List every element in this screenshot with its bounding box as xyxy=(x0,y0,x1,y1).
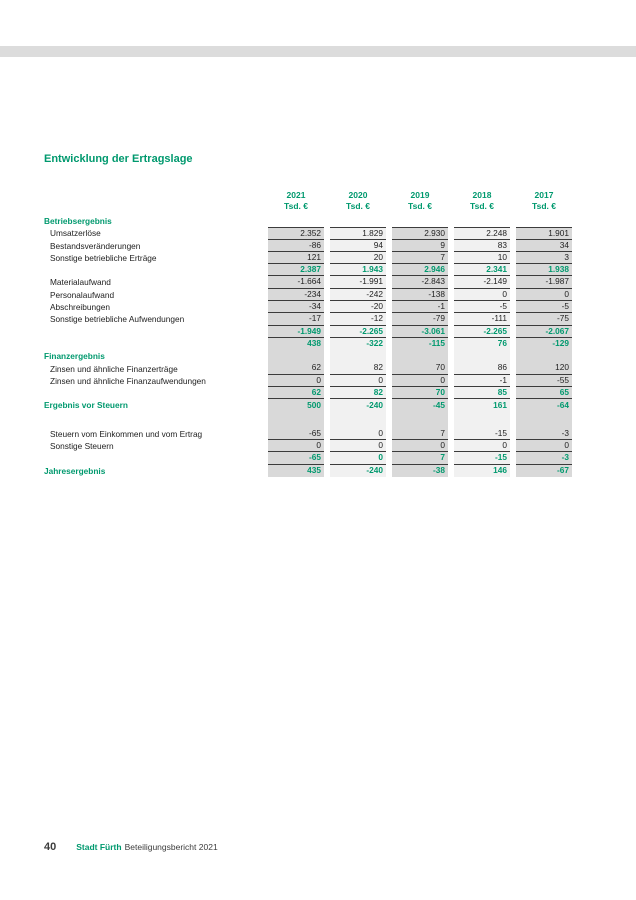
page-title: Entwicklung der Ertragslage xyxy=(44,153,193,166)
table-cell xyxy=(268,350,324,362)
row-label: Steuern vom Einkommen und vom Ertrag xyxy=(50,428,203,439)
table-row xyxy=(44,313,578,325)
footer-brand: Stadt Fürth xyxy=(76,842,122,852)
unit-header: Tsd. € xyxy=(532,201,556,211)
table-cell: 0 xyxy=(516,289,572,301)
row-label: Sonstige betriebliche Erträge xyxy=(50,252,157,263)
table-row xyxy=(44,215,578,227)
unit-header: Tsd. € xyxy=(408,201,432,211)
table-cell: -64 xyxy=(516,399,572,411)
table-cell: 7 xyxy=(392,252,448,264)
table-cell: -1.949 xyxy=(268,326,324,338)
row-label: Sonstige Steuern xyxy=(50,441,114,452)
table-cell: 0 xyxy=(268,375,324,387)
table-cell: 34 xyxy=(516,240,572,252)
table-cell: -45 xyxy=(392,399,448,411)
table-cell: -55 xyxy=(516,375,572,387)
table-cell: -1.991 xyxy=(330,276,386,288)
year-header: 2017 xyxy=(534,190,554,200)
unit-header: Tsd. € xyxy=(470,201,494,211)
table-cell: 70 xyxy=(392,363,448,375)
table-cell xyxy=(330,350,386,362)
row-label: Finanzergebnis xyxy=(44,351,105,362)
table-cell: -3 xyxy=(516,428,572,440)
table-cell: 9 xyxy=(392,240,448,252)
table-cell: 121 xyxy=(268,252,324,264)
table-cell: 0 xyxy=(454,289,510,301)
table-row xyxy=(44,326,578,338)
table-row xyxy=(44,252,578,264)
table-cell: -65 xyxy=(268,452,324,464)
table-row xyxy=(44,452,578,464)
row-label: Umsatzerlöse xyxy=(50,228,101,239)
row-label xyxy=(44,387,268,399)
table-cell xyxy=(516,350,572,362)
table-cell: -2.067 xyxy=(516,326,572,338)
table-cell xyxy=(392,412,448,428)
table-row xyxy=(44,363,578,375)
table-cell: 85 xyxy=(454,387,510,399)
row-label: Zinsen und ähnliche Finanzerträge xyxy=(50,363,178,374)
table-cell: 2.248 xyxy=(454,227,510,239)
year-header: 2020 xyxy=(348,190,368,200)
table-cell: -2.843 xyxy=(392,276,448,288)
unit-header: Tsd. € xyxy=(284,201,308,211)
table-row xyxy=(44,412,578,428)
table-cell: 20 xyxy=(330,252,386,264)
table-cell: 0 xyxy=(392,375,448,387)
row-label xyxy=(44,452,268,464)
table-cell: -115 xyxy=(392,338,448,350)
row-label xyxy=(44,338,268,350)
table-cell xyxy=(454,350,510,362)
table-cell: -1 xyxy=(454,375,510,387)
page-footer xyxy=(44,841,218,853)
row-label: Sonstige betriebliche Aufwendungen xyxy=(50,314,185,325)
table-cell: 0 xyxy=(330,452,386,464)
table-cell: -1.987 xyxy=(516,276,572,288)
row-label: Materialaufwand xyxy=(50,277,111,288)
table-cell xyxy=(268,412,324,428)
table-row xyxy=(44,240,578,252)
table-cell: -1 xyxy=(392,301,448,313)
table-row xyxy=(44,301,578,313)
table-cell: -79 xyxy=(392,313,448,325)
earnings-table xyxy=(44,190,578,477)
table-cell: -34 xyxy=(268,301,324,313)
table-cell: 1.938 xyxy=(516,264,572,276)
table-row xyxy=(44,428,578,440)
table-cell: 0 xyxy=(268,440,324,452)
table-cell: -20 xyxy=(330,301,386,313)
table-cell: 7 xyxy=(392,428,448,440)
table-cell: 76 xyxy=(454,338,510,350)
table-cell: 1.943 xyxy=(330,264,386,276)
year-header-row xyxy=(268,190,578,201)
table-cell: -240 xyxy=(330,399,386,411)
table-cell: 0 xyxy=(454,440,510,452)
table-row xyxy=(44,289,578,301)
table-cell: 86 xyxy=(454,363,510,375)
table-cell: 70 xyxy=(392,387,448,399)
table-cell: 82 xyxy=(330,363,386,375)
table-cell: -15 xyxy=(454,428,510,440)
table-cell: -67 xyxy=(516,465,572,477)
table-cell: 435 xyxy=(268,465,324,477)
table-cell: 94 xyxy=(330,240,386,252)
table-cell: 2.341 xyxy=(454,264,510,276)
table-cell: 0 xyxy=(392,440,448,452)
table-cell: -5 xyxy=(454,301,510,313)
table-cell xyxy=(516,412,572,428)
table-cell: 438 xyxy=(268,338,324,350)
table-cell: -3.061 xyxy=(392,326,448,338)
table-cell: 120 xyxy=(516,363,572,375)
table-cell: -242 xyxy=(330,289,386,301)
table-cell: 2.946 xyxy=(392,264,448,276)
table-cell: -75 xyxy=(516,313,572,325)
table-cell: -1.664 xyxy=(268,276,324,288)
table-cell: 62 xyxy=(268,387,324,399)
row-label xyxy=(44,326,268,338)
row-label: Abschreibungen xyxy=(50,302,110,313)
table-cell: -234 xyxy=(268,289,324,301)
table-cell: -2.149 xyxy=(454,276,510,288)
page-number: 40 xyxy=(44,841,57,853)
table-cell: -65 xyxy=(268,428,324,440)
row-label: Zinsen und ähnliche Finanzaufwendungen xyxy=(50,375,206,386)
row-label: Betriebsergebnis xyxy=(44,216,112,226)
table-cell xyxy=(454,412,510,428)
table-row xyxy=(44,375,578,387)
table-cell: -322 xyxy=(330,338,386,350)
table-cell: 2.930 xyxy=(392,227,448,239)
row-label: Jahresergebnis xyxy=(44,465,106,476)
year-header: 2018 xyxy=(472,190,492,200)
unit-header: Tsd. € xyxy=(346,201,370,211)
table-row xyxy=(44,387,578,399)
table-cell: -5 xyxy=(516,301,572,313)
footer-report-title: Beteiligungsbericht 2021 xyxy=(124,842,218,852)
table-cell xyxy=(392,350,448,362)
table-cell xyxy=(330,412,386,428)
table-cell: 0 xyxy=(516,440,572,452)
table-row xyxy=(44,227,578,239)
table-cell: -111 xyxy=(454,313,510,325)
table-cell: -15 xyxy=(454,452,510,464)
table-cell: 10 xyxy=(454,252,510,264)
table-cell: -17 xyxy=(268,313,324,325)
table-row xyxy=(44,264,578,276)
table-row xyxy=(44,350,578,362)
table-row xyxy=(44,276,578,288)
table-cell: 161 xyxy=(454,399,510,411)
row-label xyxy=(44,412,268,428)
row-label: Bestandsveränderungen xyxy=(50,240,141,251)
table-cell: -2.265 xyxy=(454,326,510,338)
table-cell: 2.352 xyxy=(268,227,324,239)
row-label: Personalaufwand xyxy=(50,289,115,300)
table-cell: -86 xyxy=(268,240,324,252)
table-cell: 62 xyxy=(268,363,324,375)
table-row xyxy=(44,338,578,350)
row-label: Ergebnis vor Steuern xyxy=(44,400,128,411)
table-cell: -38 xyxy=(392,465,448,477)
table-cell: 146 xyxy=(454,465,510,477)
table-cell: 500 xyxy=(268,399,324,411)
table-cell: 7 xyxy=(392,452,448,464)
table-cell: 0 xyxy=(330,440,386,452)
unit-header-row xyxy=(268,201,578,213)
top-divider-bar xyxy=(0,46,636,57)
table-cell: -2.265 xyxy=(330,326,386,338)
table-cell: -12 xyxy=(330,313,386,325)
table-row xyxy=(44,440,578,452)
table-cell: 1.829 xyxy=(330,227,386,239)
table-cell: 83 xyxy=(454,240,510,252)
table-cell: 0 xyxy=(330,375,386,387)
row-label xyxy=(44,264,268,276)
table-cell: -240 xyxy=(330,465,386,477)
table-cell: 82 xyxy=(330,387,386,399)
table-cell: -3 xyxy=(516,452,572,464)
table-row xyxy=(44,465,578,477)
table-body xyxy=(44,215,578,477)
table-cell: 2.387 xyxy=(268,264,324,276)
table-cell: -129 xyxy=(516,338,572,350)
table-cell: -138 xyxy=(392,289,448,301)
table-cell: 0 xyxy=(330,428,386,440)
table-row xyxy=(44,399,578,411)
table-cell: 65 xyxy=(516,387,572,399)
table-cell: 1.901 xyxy=(516,227,572,239)
year-header: 2021 xyxy=(286,190,306,200)
footer-text xyxy=(76,842,217,852)
table-cell: 3 xyxy=(516,252,572,264)
year-header: 2019 xyxy=(410,190,430,200)
